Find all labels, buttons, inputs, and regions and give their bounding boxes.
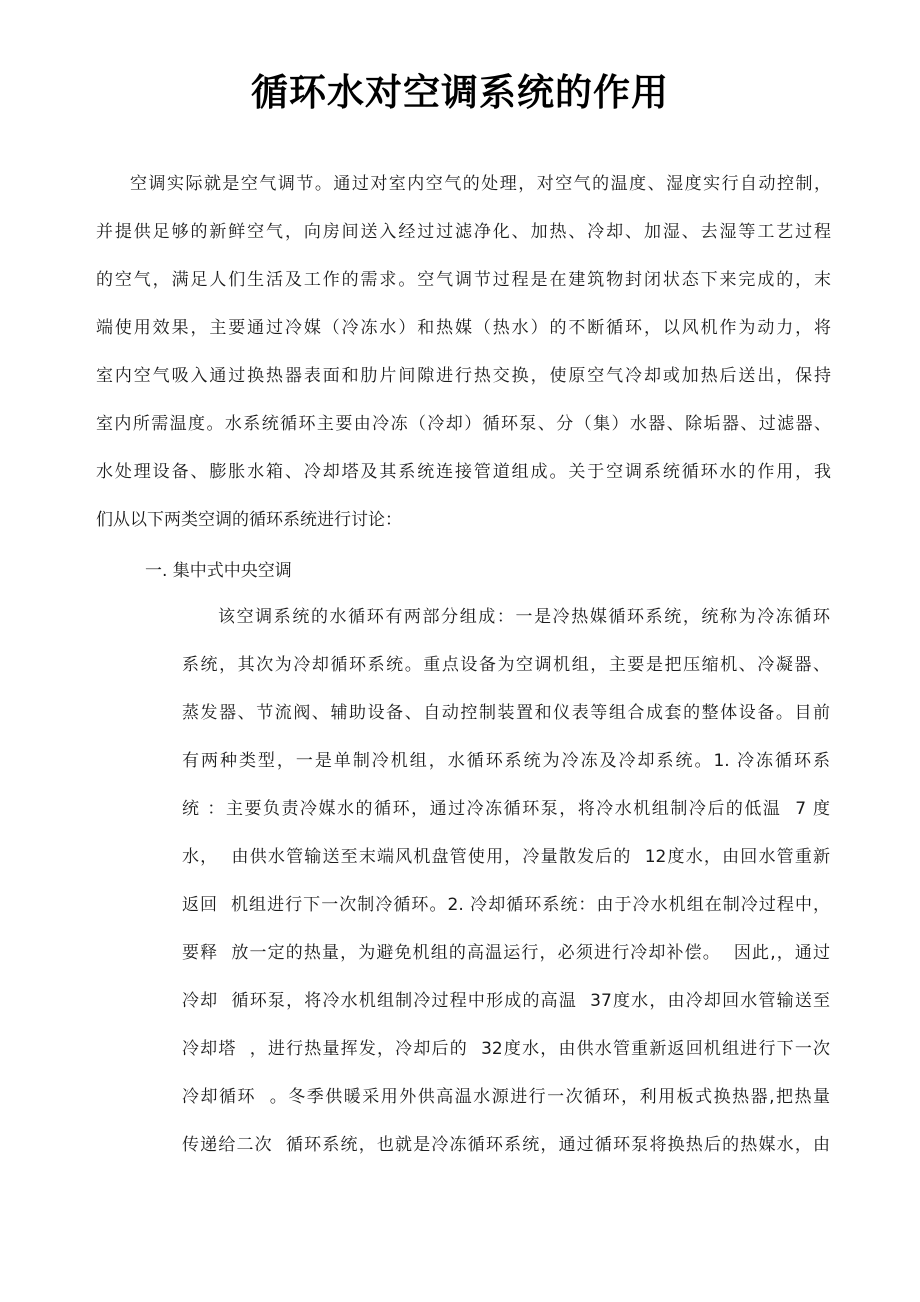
- section-line: 传递给二次 循环系统，也就是冷冻循环系统，通过循环泵将换热后的热媒水，由: [182, 1135, 830, 1155]
- document-title: 循环水对空调系统的作用: [251, 71, 669, 114]
- section-heading: 一. 集中式中央空调: [145, 561, 292, 581]
- section-line: 有两种类型，一是单制冷机组，水循环系统为冷冻及冷却系统。1. 冷冻循环系: [182, 751, 830, 771]
- section-line: 冷却 循环泵，将冷水机组制冷过程中形成的高温 37度水，由冷却回水管输送至: [182, 991, 830, 1011]
- section-line: 统 ：主要负责冷媒水的循环，通过冷冻循环泵，将冷水机组制冷后的低温 7 度: [182, 799, 830, 819]
- intro-line: 们从以下两类空调的循环系统进行讨论：: [96, 510, 402, 530]
- intro-line: 室内空气吸入通过换热器表面和肋片间隙进行热交换，使原空气冷却或加热后送出，保持: [96, 366, 831, 386]
- section-line: 冷却塔 ，进行热量挥发，冷却后的 32度水，由供水管重新返回机组进行下一次: [182, 1039, 830, 1059]
- section-line: 系统，其次为冷却循环系统。重点设备为空调机组，主要是把压缩机、冷凝器、: [182, 655, 830, 675]
- section-line: 要释 放一定的热量，为避免机组的高温运行，必须进行冷却补偿。 因此,，通过: [182, 943, 830, 963]
- intro-line: 并提供足够的新鲜空气，向房间送入经过过滤净化、加热、冷却、加湿、去湿等工艺过程: [96, 222, 831, 242]
- section-line: 该空调系统的水循环有两部分组成：一是冷热媒循环系统，统称为冷冻循环: [218, 607, 830, 627]
- intro-line: 室内所需温度。水系统循环主要由冷冻（冷却）循环泵、分（集）水器、除垢器、过滤器、: [96, 414, 831, 434]
- intro-line: 空调实际就是空气调节。通过对室内空气的处理，对空气的温度、湿度实行自动控制，: [130, 174, 831, 194]
- intro-line: 端使用效果，主要通过冷媒（冷冻水）和热媒（热水）的不断循环，以风机作为动力，将: [96, 318, 831, 338]
- section-line: 蒸发器、节流阀、辅助设备、自动控制装置和仪表等组合成套的整体设备。目前: [182, 703, 830, 723]
- intro-line: 水处理设备、膨胀水箱、冷却塔及其系统连接管道组成。关于空调系统循环水的作用，我: [96, 462, 831, 482]
- section-line: 冷却循环 。冬季供暖采用外供高温水源进行一次循环，利用板式换热器,把热量: [182, 1087, 830, 1107]
- intro-line: 的空气，满足人们生活及工作的需求。空气调节过程是在建筑物封闭状态下来完成的，末: [96, 270, 831, 290]
- section-line: 返回 机组进行下一次制冷循环。2. 冷却循环系统：由于冷水机组在制冷过程中，: [182, 895, 830, 915]
- section-line: 水， 由供水管输送至末端风机盘管使用，冷量散发后的 12度水，由回水管重新: [182, 847, 830, 867]
